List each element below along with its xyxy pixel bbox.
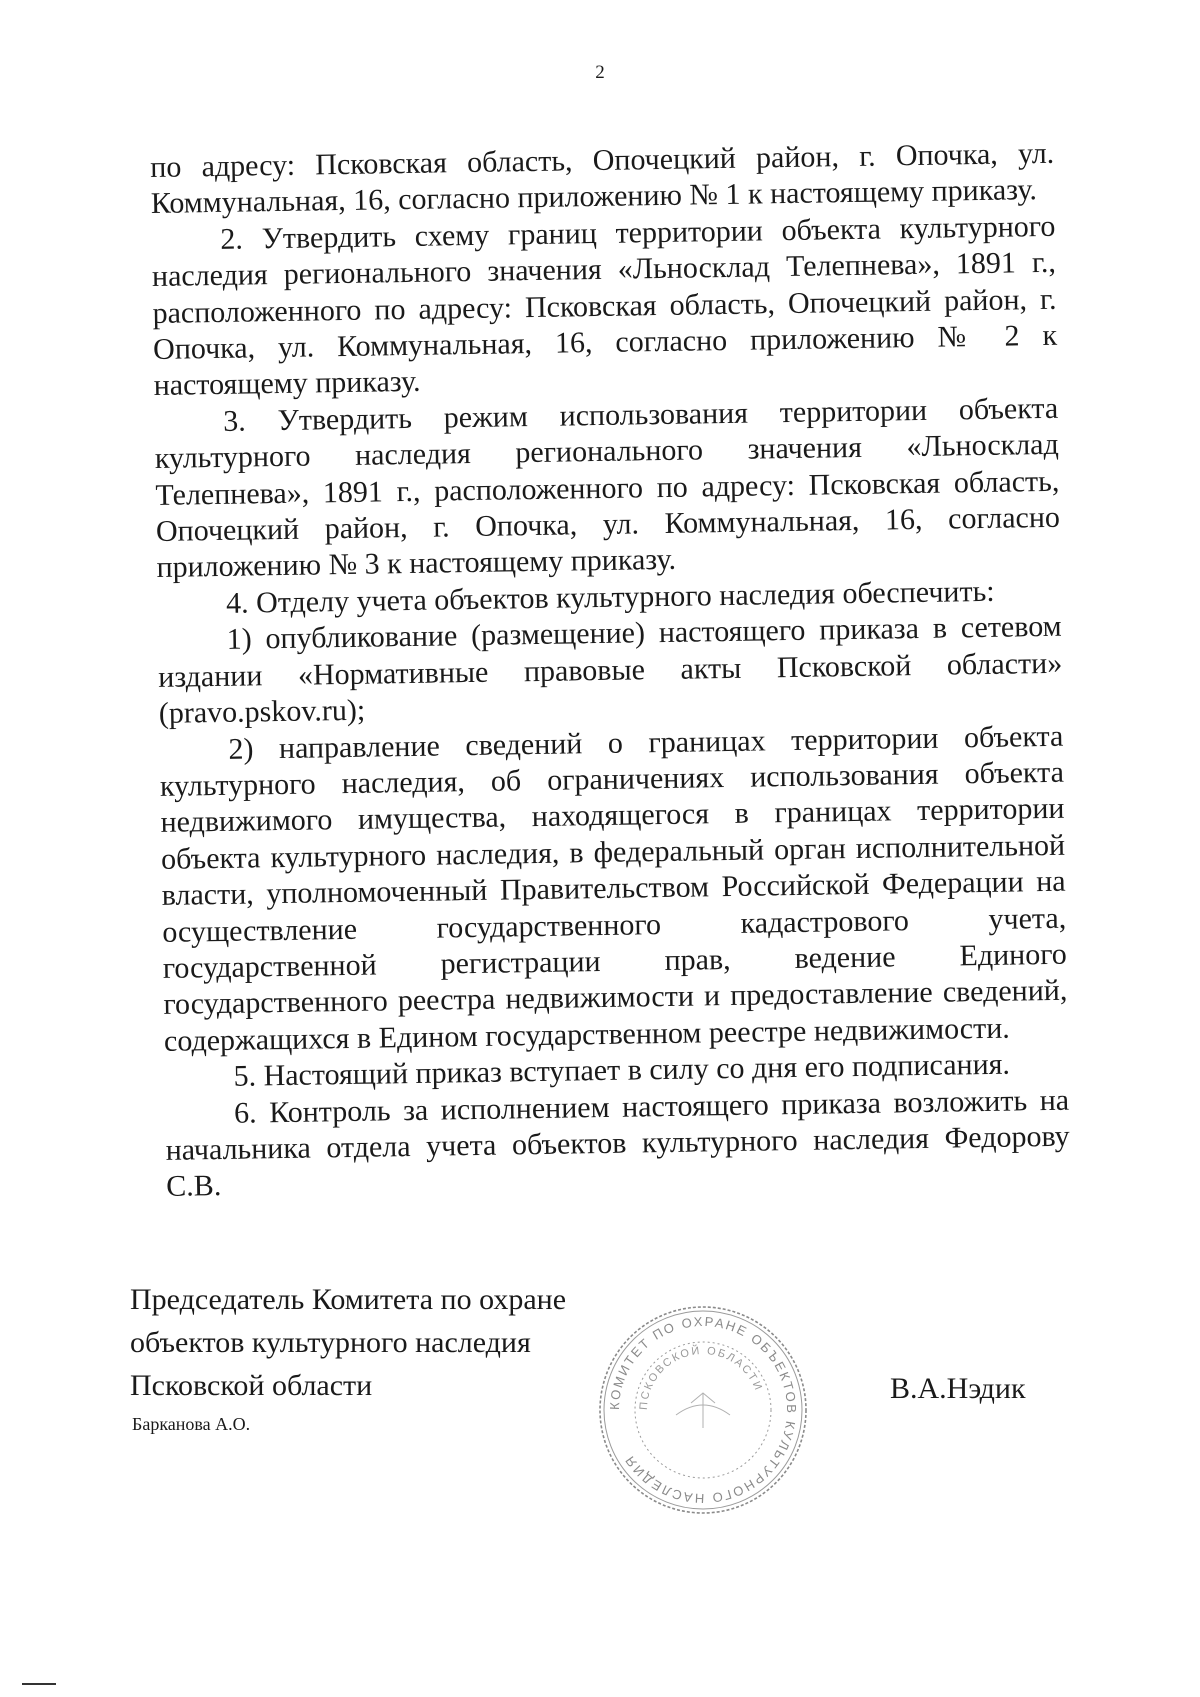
signatory-position — [130, 1278, 566, 1407]
seal-outer-text: КОМИТЕТ ПО ОХРАНЕ ОБЪЕКТОВ КУЛЬТУРНОГО НАСЛЕДИЯ — [606, 1313, 800, 1507]
paragraph-4: 4. Отделу учета объектов культурного наследия обеспечить: — [225, 574, 995, 620]
paragraph-4-item-1: 1) опубликование (размещение) настоящего приказа в сетевом издании «Нормативные правовые акты Псковской области» (pravo.pskov.ru); — [158, 610, 1063, 731]
paragraph-1-continuation: по адресу: Псковская область, Опочецкий район, г. Опочка, ул. Коммунальная, 16, согласно приложению № 1 к настоящему приказу. — [150, 136, 1055, 221]
paragraph-3: 3. Утвердить режим использования территории объекта культурного наследия регионального значения «Льносклад Телепнева», 1891 г., расположенного по адресу: Псковская область, Опочецкий район, г. Опочка, ул. Коммунальная, 16, согласно приложению № 3 к настоящему приказу. — [154, 391, 1061, 585]
paragraph-6: 6. Контроль за исполнением настоящего приказа возложить на начальника отдела учета объектов культурного наследия Федорову С.В. — [165, 1083, 1070, 1204]
margin-mark — [22, 1683, 56, 1685]
seal-center-emblem — [676, 1393, 730, 1428]
position-line-2: объектов культурного наследия — [130, 1326, 531, 1359]
paragraph-2: 2. Утвердить схему границ территории объекта культурного наследия регионального значения «Льносклад Телепнева», 1891 г., расположенного по адресу: Псковская область, Опочецкий район, г. Опочка, ул. Коммунальная, 16, согласно приложению № 2 к настоящему приказу. — [151, 209, 1058, 403]
seal-inner-text: ПСКОВСКОЙ ОБЛАСТИ — [637, 1344, 765, 1411]
order-body — [150, 136, 1070, 1206]
position-line-1: Председатель Комитета по охране — [130, 1283, 567, 1316]
page-number: 2 — [595, 62, 605, 83]
signatory-name: В.А.Нэдик — [890, 1372, 1026, 1405]
paragraph-5: 5. Настоящий приказ вступает в силу со дня его подписания. — [233, 1047, 1011, 1093]
paragraph-4-item-2: 2) направление сведений о границах территории объекта культурного наследия, об ограничениях использования объекта недвижимого имущества, находящегося в границах территории объекта культурного наследия, в федеральный орган исполнительной власти, уполномоченный Правительством Российской Федерации на осуществление государственного кадастрового учета, государственной регистрации прав, ведение Единого государственного реестра недвижимости и предоставление сведений, содержащихся в Едином государственном реестре недвижимости. — [159, 719, 1068, 1058]
official-seal — [596, 1303, 810, 1517]
position-line-3: Псковской области — [130, 1369, 373, 1402]
executor-name: Барканова А.О. — [132, 1414, 251, 1434]
